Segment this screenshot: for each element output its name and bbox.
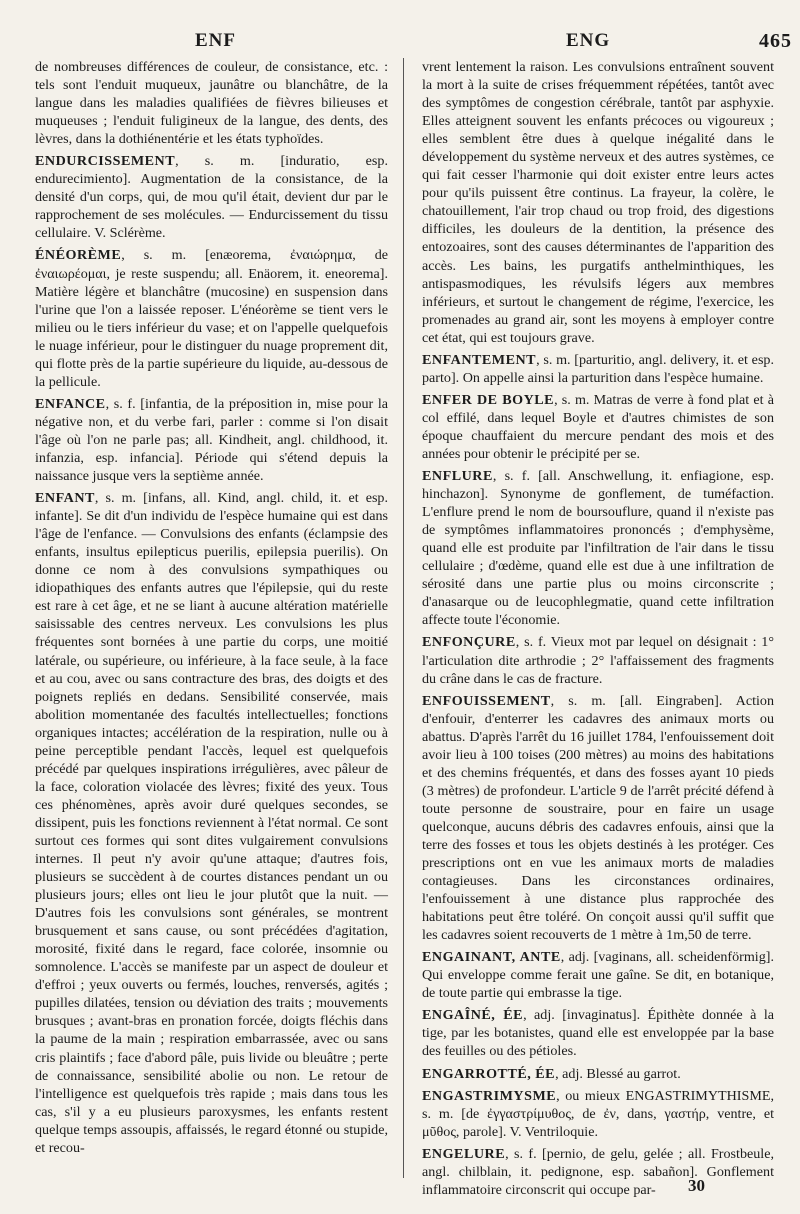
- dictionary-entry: [422, 1065, 774, 1083]
- dictionary-entry: [422, 58, 774, 347]
- dictionary-entry: [422, 948, 774, 1002]
- entry-headword: ENGAÎNÉ, ÉE: [422, 1007, 524, 1024]
- entry-body: , adj. Blessé au garrot.: [555, 1065, 681, 1082]
- dictionary-entry: [35, 395, 388, 485]
- entry-headword: ENFOUISSEMENT: [422, 692, 551, 709]
- entry-body: , s. f. [pernio, de gelu, gelée ; all. Frostbeule, angl. chilblain, it. pedignone, esp. sabañon]. Gonflement inflammatoire circonscrit qui occupe par-: [422, 1145, 774, 1198]
- page-number: 465: [759, 30, 792, 52]
- dictionary-entry: [422, 1145, 774, 1199]
- entry-body: , s. m. [all. Eingraben]. Action d'enfouir, d'enterrer les cadavres des animaux morts ou abattus. D'après l'arrêt du 16 juillet 1784, l'enfouissement doit avoir lieu à 100 toises (200 mètres) au moins des habitations et des chemins fréquentés, et dans des fosses ayant 10 pieds (3 mètres) de profondeur. L'article 9 de l'arrêt précité défend à toute personne de soustraire, pour en faire un usage quelconque, aucuns débris des cadavres enfouis, ainsi que la terre des fosses et tous les objets destinés à les protéger. Ces prescriptions ont en vue les animaux morts de maladies contagieuses. Dans les circonstances ordinaires, l'enfouissement à une distance plus rapprochée des habitations peut être toléré. On conçoit aussi qu'il suffit que les cadavres soient recouverts de 1 mètre à 1m,50 de terre.: [422, 692, 774, 944]
- entry-body: de nombreuses différences de couleur, de consistance, etc. : tels sont l'enduit muqueux, jaunâtre ou blanchâtre, de la langue dans les maladies qualifiées de fièvres bilieuses et muqueuses ; l'enduit fuligineux de la langue, des dents, des lèvres, dans la dothiénentérie et les états typhoïdes.: [35, 59, 388, 148]
- dictionary-entry: [422, 391, 774, 463]
- dictionary-entry: [422, 351, 774, 387]
- dictionary-entry: [35, 58, 388, 148]
- entry-headword: ENFER DE BOYLE: [422, 391, 555, 408]
- dictionary-entry: [35, 489, 388, 1157]
- entry-body: , adj. [vaginans, all. scheidenförmig]. Qui enveloppe comme ferait une gaîne. Se dit, en botanique, de toute partie qui embrasse la tige.: [422, 949, 774, 1002]
- left-running-head: ENF: [195, 30, 236, 51]
- running-header: [0, 22, 800, 52]
- dictionary-entry: [422, 692, 774, 945]
- entry-body: , s. m. Matras de verre à fond plat et à col effilé, dans lequel Boyle et d'autres chimistes de son époque chauffaient du mercure pendant des mois et des années pour obtenir le précipité per se.: [422, 391, 774, 462]
- entry-body: , s. m. [parturitio, angl. delivery, it. et esp. parto]. On appelle ainsi la parturition dans l'espèce humaine.: [422, 351, 774, 386]
- entry-body: , s. m. [enæorema, ἐναιώρημα, de ἐναιωρέομαι, je reste suspendu; all. Enäorem, it. eneorema]. Matière légère et blanchâtre (mucosine) en suspension dans l'urine que l'on a laissée reposer. L'énéorème se tient vers le milieu ou le tiers inférieur du vase; et on l'appelle quelquefois le nuage inférieur, pour le distinguer du nuage proprement dit, qui flotte près de la partie supérieure du liquide, au-dessous de la pellicule.: [35, 247, 388, 390]
- right-running-head: ENG: [566, 30, 611, 51]
- dictionary-entry: [35, 246, 388, 390]
- entry-headword: ENFANT: [35, 490, 95, 507]
- dictionary-entry: [422, 1087, 774, 1141]
- entry-headword: ENGELURE: [422, 1145, 506, 1162]
- dictionary-entry: [35, 152, 388, 242]
- entry-headword: ÉNÉORÈME: [35, 247, 122, 264]
- entry-headword: ENFONÇURE: [422, 634, 516, 651]
- entry-headword: ENFANTEMENT: [422, 351, 537, 368]
- entry-body: , s. f. Vieux mot par lequel on désignait : 1° l'articulation dite arthrodie ; 2° l'affaissement des fragments du crâne dans le cas de fracture.: [422, 634, 774, 687]
- entry-body: vrent lentement la raison. Les convulsions entraînent souvent la mort à la suite de crises fréquemment répétées, tantôt avec des symptômes de congestion cérébrale, tantôt par asphyxie. Elles atteignent souvent les enfants précoces ou vigoureux ; elles semblent être dues à quelque inégalité dans le développement du système nerveux et des autres systèmes, ce qui fait cesser l'harmonie qui doit exister entre leurs actes pour qu'ils puissent être continus. La frayeur, la colère, le chatouillement, l'air trop chaud ou trop froid, des digestions difficiles, les douleurs de la dentition, la présence des entozoaires, sont des causes déterminantes de l'apparition des accès. Les bains, les purgatifs anthelminthiques, les antispasmodiques, les révulsifs légers aux membres inférieurs, et surtout le changement de régime, l'exercice, les promenades au grand air, sont les moyens à employer contre cet état, qui est toujours grave.: [422, 59, 774, 346]
- signature-mark: 30: [688, 1176, 705, 1195]
- entry-body: , adj. [invaginatus]. Épithète donnée à la tige, par les botanistes, quand elle est enveloppée par la base des feuilles ou des pétioles.: [422, 1007, 774, 1060]
- entry-body: , s. m. [induratio, esp. endurecimiento]. Augmentation de la consistance, de la densité d'un corps, qui, de mou qu'il était, devient dur par le rapprochement de ses molécules. — Endurcissement du tissu cellulaire. V. Sclérème.: [35, 153, 388, 242]
- entry-body: , s. m. [infans, all. Kind, angl. child, it. et esp. infante]. Se dit d'un individu de l'espèce humaine qui est dans l'âge de l'enfance. — Convulsions des enfants (éclampsie des enfants, insultus epilepticus puerilis, epilepsia puerilis). On donne ce nom à des convulsions sympathiques ou idiopathiques des enfants autres que l'épilepsie, qui du reste est rare à cet âge, et ne se liant à aucune altération matérielle saisissable des centres nerveux. Les convulsions les plus fréquentes sont bornées à une partie du corps, une moitié latérale, ou supérieure, ou inférieure, à la face seule, à la face et au cou, avec ou sans contracture des bras, des doigts et des poignets repliés en dedans. Sensibilité conservée, mais abolition momentanée des facultés intellectuelles; fonctions organiques intactes; accélération de la respiration, nulle ou à peine perceptible pendant l'accès, lequel est quelquefois précédé par quelques inspirations irrégulières, avec pâleur de la face, coloration violacée des lèvres; fixité des yeux. Tous ces phénomènes, après avoir duré quelques secondes, se dissipent, puis les fonctions reviennent à l'état normal. Ce sont surtout ces formes qui sont dites vulgairement convulsions internes. Il peut n'y avoir qu'une attaque; d'autres fois, plusieurs se succèdent à de courtes distances pendant un ou plusieurs jours; elles ont lieu le jour plutôt que la nuit. — D'autres fois les convulsions sont générales, se montrent brusquement et sans cause, ou sont précédées d'agitation, morosité, fixité dans le regard, face colorée, insomnie ou somnolence. L'accès se manifeste par un aspect de douleur et d'effroi ; yeux ouverts ou fermés, louches, renversés, agités ; pupilles dilatées, tension ou déviation des traits ; mouvements brusques ; avant-bras en pronation forcée, doigts fléchis dans la paume de la main ; respiration embarrassée, avec ou sans cris plaintifs ; face d'abord pâle, puis livide ou bleuâtre ; perte de connaissance, sensibilité abolie ou non. Le retour de l'intelligence est quelquefois très rapide ; mais dans tous les cas, s'il y a eu plusieurs paroxysmes, les enfants restent quelque temps assoupis, affaissés, le regard étonné ou stupide, et recou-: [35, 490, 388, 1156]
- entry-headword: ENGARROTTÉ, ÉE: [422, 1065, 556, 1082]
- entry-body: , s. f. [all. Anschwellung, it. enfiagione, esp. hinchazon]. Synonyme de gonflement, de tuméfaction. L'enflure prend le nom de boursouflure, quand il n'existe pas de symptômes inflammatoires prononcés ; d'emphysème, quand elle est produite par l'infiltration de l'air dans le tissu cellulaire ; d'œdème, quand elle est due à une infiltration de sérosité dans une partie plus ou moins circonscrite ; d'anasarque ou de leucophlegmatie, quand cette infiltration affecte toute l'économie.: [422, 468, 774, 629]
- entry-headword: ENFANCE: [35, 395, 106, 412]
- entry-body: , ou mieux ENGASTRIMYTHISME, s. m. [de ἐγγαστρίμυθος, de ἐν, dans, γαστήρ, ventre, et μῦθος, parole]. V. Ventriloquie.: [422, 1087, 774, 1140]
- entry-headword: ENFLURE: [422, 468, 493, 485]
- entry-headword: ENGAINANT, ANTE: [422, 949, 561, 966]
- left-column: [35, 58, 388, 1178]
- dictionary-entry: [422, 633, 774, 687]
- entry-headword: ENGASTRIMYSME: [422, 1087, 557, 1104]
- entry-body: , s. f. [infantia, de la préposition in, mise pour la négative non, et du verbe fari, parler : comme si l'on disait l'âge où l'on ne parle pas; all. Kindheit, angl. childhood, it. infanzia, esp. infancia]. Période qui s'étend depuis la naissance jusque vers la septième année.: [35, 395, 388, 485]
- entry-headword: ENDURCISSEMENT: [35, 153, 176, 170]
- column-divider: [403, 58, 404, 1178]
- dictionary-entry: [422, 467, 774, 629]
- dictionary-entry: [422, 1006, 774, 1060]
